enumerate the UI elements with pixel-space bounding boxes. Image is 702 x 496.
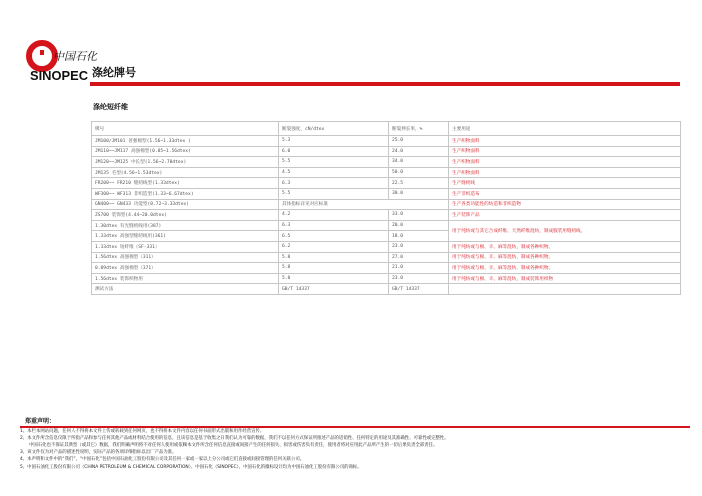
cell-grade: 1.56dtex 高强棉型（311） (92, 252, 279, 263)
cell-use: 生产织物面料 (449, 146, 681, 157)
table-row (92, 241, 681, 252)
header-use: 主要用途 (449, 122, 681, 136)
spec-table (91, 121, 681, 295)
cell-strength: 6.5 (279, 231, 389, 242)
disclaimer (20, 416, 690, 471)
cell-strength: 5.5 (279, 188, 389, 199)
cell-grade: 1.33dtex 短纤维（SF-331） (92, 241, 279, 252)
sinopec-logo (20, 18, 97, 88)
table-footer-row (92, 284, 681, 295)
cell-grade: JM135 毛型(4.56~1.53dtex) (92, 167, 279, 178)
cell-grade: FR200~~ FR210 缝纫线型(1.33dtex) (92, 178, 279, 189)
cell-strength: 4.5 (279, 167, 389, 178)
header-elongation: 断裂伸长率，% (389, 122, 449, 136)
page-header (90, 66, 680, 80)
cell-grade: WF300~~ WF313 非织造型(1.33~6.67dtex) (92, 188, 279, 199)
cell-grade: 1.33dtex 高强型缝纫线用(361) (92, 231, 279, 242)
cell-use: 用于纯纺或与棉、羊、麻等混纺，制成各种织物。 (449, 241, 681, 252)
cell-elongation: 23.0 (389, 241, 449, 252)
table-row (92, 273, 681, 284)
disclaimer-item: 1、本栏本网站问题，任何人不得将本文件上传或转载到任何网页，也不得将本文件内容以任何书面形式出版和用作经营宣传。 (20, 428, 265, 434)
cell-elongation: 23.0 (389, 273, 449, 284)
cell-elongation: 25.0 (389, 136, 449, 147)
table-header-row (92, 122, 681, 136)
cell-strength: 6.3 (279, 220, 389, 231)
table-row (92, 210, 681, 221)
cell-use: 用于纯纺或与棉、羊、麻等混纺，制成各种织物。 (449, 252, 681, 263)
cell-use: 生产织物面料 (449, 167, 681, 178)
disclaimer-item: 5、中国石油化工股份有限公司（CHINA PETROLEUM & CHEMICAL CORPORATION）、中国石化（SINOPEC）、中国石化的徽标设计均为中国石油化工股份有限公司的商标。 (20, 464, 362, 470)
cell-grade: 测试方法 (92, 284, 279, 295)
cell-elongation: 34.0 (389, 157, 449, 168)
cell-elongation: GB/T 14337 (389, 284, 449, 295)
cell-grade: JM100/JM101 普强棉型(1.56~1.33dtex ) (92, 136, 279, 147)
disclaimer-title: 郑重声明： (25, 418, 56, 425)
cell-elongation: 50.0 (389, 167, 449, 178)
cell-use: 用于纯纺或与其它合成纤维、天然纤维混纺，制成服装用缝纫线。 (449, 220, 681, 241)
disclaimer-item: 4、本声明和文件中的“我们”、“中国石化”包括中国石油化工股份有限公司及其任何一家或一家以上分公司或它们直接或间接管理的任何关联公司。 (20, 457, 305, 463)
table-row (92, 199, 681, 210)
cell-use (449, 284, 681, 295)
header-strength: 断裂强度，cN/dtex (279, 122, 389, 136)
cell-strength: 5.3 (279, 136, 389, 147)
logo-wordmark: SINOPEC (30, 68, 89, 83)
cell-elongation: 30.0 (389, 188, 449, 199)
disclaimer-item: 2、本文件所含信息仅限于所指产品和参与任何其他产品或材料结合使用的信息，且该信息是基于收集之日我们认为可靠的数据，我们不以任何方式保证所推述产品的适销性、任何特定的用途及其准确性、可靠性或完整性。 (20, 435, 449, 441)
cell-strength: 5.8 (279, 252, 389, 263)
title-underline (90, 82, 680, 86)
cell-grade: 1.56dtex 装饰织物用 (92, 273, 279, 284)
table-row (92, 220, 681, 231)
table-row (92, 263, 681, 274)
table-row (92, 136, 681, 147)
cell-strength: 6.0 (279, 146, 389, 157)
cell-strength: 6.2 (279, 241, 389, 252)
table-row (92, 157, 681, 168)
cell-grade: ZS700 装饰型(4.44~20.0dtex) (92, 210, 279, 221)
table-row (92, 167, 681, 178)
table-row (92, 178, 681, 189)
cell-grade: GN400~~ GN433 功能型(0.72~3.33dtex) (92, 199, 279, 210)
table-row (92, 252, 681, 263)
cell-elongation: 21.0 (389, 263, 449, 274)
cell-use: 用于纯纺或与棉、羊、麻等混纺，制成各种织物。 (449, 263, 681, 274)
cell-strength: 5.8 (279, 263, 389, 274)
cell-grade: 0.89dtex 高强棉型（371） (92, 263, 279, 274)
disclaimer-item: 3、该文件仅为对产品的描述性说明，实际产品的各项详细指标以出厂产品为准。 (20, 450, 177, 456)
cell-strength: 5.8 (279, 273, 389, 284)
section-subtitle: 涤纶短纤维 (93, 103, 128, 111)
cell-elongation: 27.0 (389, 252, 449, 263)
cell-grade: JM120~~JM125 中长型(1.56~2.78dtex) (92, 157, 279, 168)
cell-elongation: 33.0 (389, 210, 449, 221)
header-grade: 牌号 (92, 122, 279, 136)
page-title: 涤纶牌号 (92, 66, 136, 79)
cell-use: 用于纯纺或与棉、羊、麻等混纺，制成装饰用织物 (449, 273, 681, 284)
logo-flame-icon (40, 50, 44, 55)
cell-elongation: 18.0 (389, 231, 449, 242)
table-row (92, 188, 681, 199)
cell-elongation: 24.0 (389, 146, 449, 157)
cell-strength: GB/T 14337 (279, 284, 389, 295)
logo-cn-text: 中国石化 (53, 50, 97, 63)
cell-strength: 6.3 (279, 178, 389, 189)
cell-strength: 5.5 (279, 157, 389, 168)
cell-use: 生产织物面料 (449, 136, 681, 147)
cell-strength: 4.2 (279, 210, 389, 221)
cell-grade: 1.30dtex 有光缝纫线用(387) (92, 220, 279, 231)
cell-use: 生产装饰产品 (449, 210, 681, 221)
cell-use: 生产非织造布 (449, 188, 681, 199)
cell-elongation: 20.0 (389, 220, 449, 231)
disclaimer-item: 中国石化也不保证其典型（或其它）数据，我们明确声明将不对任何人使用或依赖本文件所含任何信息直接或间接产生的任何损失、损害或伤害负有责任，使用者将对应用此产品所产生的一切后果负责全部责任。 (29, 442, 438, 448)
cell-use: 生产缝纫线 (449, 178, 681, 189)
cell-strength: 其体指标详见对应标准 (279, 199, 449, 210)
cell-use: 生产织物面料 (449, 157, 681, 168)
cell-elongation: 22.5 (389, 178, 449, 189)
cell-grade: JM110~~JM117 高强棉型(0.85~1.56dtex) (92, 146, 279, 157)
cell-use: 生产各类功能性的纺造和非织造物 (449, 199, 681, 210)
table-row (92, 146, 681, 157)
